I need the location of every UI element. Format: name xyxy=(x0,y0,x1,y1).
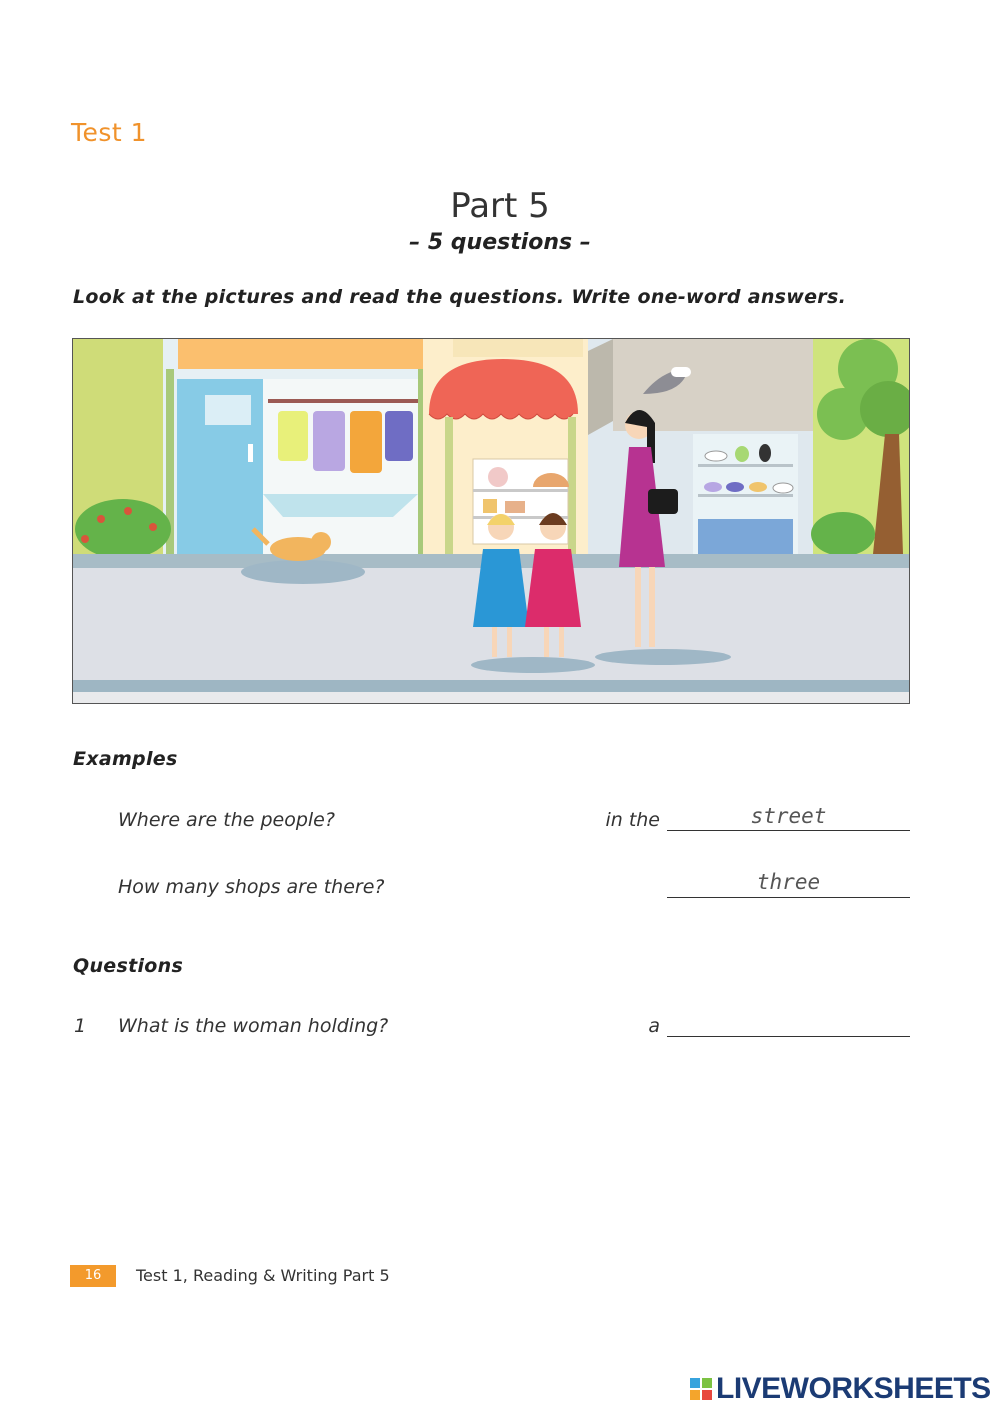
questions-heading: Questions xyxy=(73,955,184,977)
bush-left xyxy=(75,499,171,559)
example-2-question: How many shops are there? xyxy=(118,876,385,898)
bush-right xyxy=(811,512,875,556)
clothes-shop-sign xyxy=(178,339,428,369)
example-2-answer: three xyxy=(756,870,821,894)
dress-lilac xyxy=(313,411,345,471)
test-label: Test 1 xyxy=(71,118,148,147)
shirt-blue xyxy=(385,411,413,461)
liveworksheets-logo xyxy=(690,1372,991,1406)
question-1-prefix: a xyxy=(648,1015,660,1037)
question-1-text: What is the woman holding? xyxy=(118,1015,389,1037)
dress-orange xyxy=(350,411,382,473)
question-1-answer-line[interactable] xyxy=(667,1036,910,1037)
example-1-answer-line xyxy=(667,830,910,831)
question-1-number: 1 xyxy=(74,1015,87,1037)
example-1-prefix: in the xyxy=(605,809,660,831)
part-subtitle: – 5 questions – xyxy=(409,230,591,255)
footer-text: Test 1, Reading & Writing Part 5 xyxy=(136,1266,390,1285)
page-number-badge: 16 xyxy=(70,1265,116,1287)
example-2-answer-line xyxy=(667,897,910,898)
examples-heading: Examples xyxy=(73,748,178,770)
cake xyxy=(488,467,508,487)
example-1-question: Where are the people? xyxy=(118,809,335,831)
instruction: Look at the pictures and read the questions. Write one-word answers. xyxy=(73,286,847,308)
example-1-answer: street xyxy=(750,804,827,828)
handbag xyxy=(648,489,678,514)
liveworksheets-logo-text: LIVEWORKSHEETS xyxy=(716,1372,991,1405)
street-scene-illustration xyxy=(72,338,910,704)
dress-yellow xyxy=(278,411,308,461)
part-title: Part 5 xyxy=(450,186,550,226)
liveworksheets-logo-icon xyxy=(690,1378,712,1400)
